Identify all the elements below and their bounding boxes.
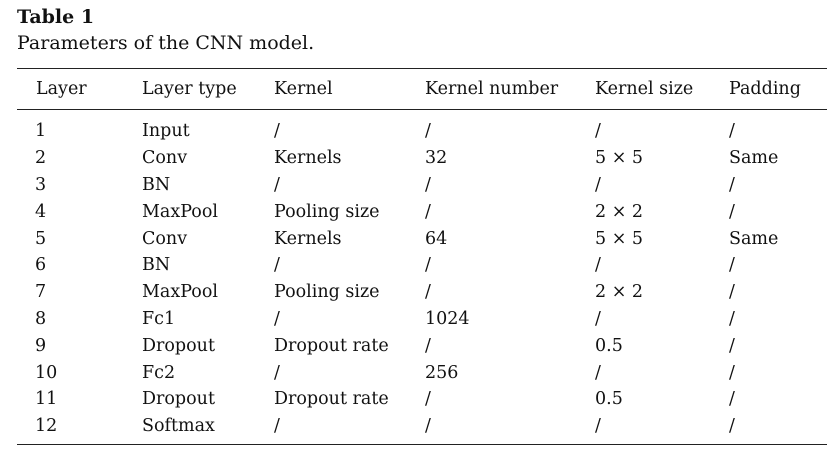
header-row <box>17 69 827 110</box>
cell-kernel-size: / <box>595 255 601 276</box>
table-label: Table 1 <box>17 6 95 28</box>
cell-kernel: / <box>274 308 280 329</box>
cell-kernel-size: 0.5 <box>595 335 623 356</box>
cell-kernel-number: / <box>425 416 431 437</box>
cell-kernel: / <box>274 416 280 437</box>
cell-layer: 10 <box>35 362 58 383</box>
header-padding: Padding <box>729 79 801 99</box>
cell-kernel: Kernels <box>274 148 342 169</box>
cell-layer: 7 <box>35 282 47 303</box>
header-kernel: Kernel <box>274 79 333 99</box>
cell-kernel-size: / <box>595 308 601 329</box>
cell-padding: Same <box>729 148 779 169</box>
table-title: Parameters of the CNN model. <box>17 32 315 54</box>
cell-kernel: Dropout rate <box>274 389 389 410</box>
cell-kernel-number: 256 <box>425 362 459 383</box>
cell-padding: / <box>729 389 735 410</box>
cell-kernel: Kernels <box>274 228 342 249</box>
cell-layer-type: Conv <box>142 148 188 169</box>
cell-kernel-size: 5 × 5 <box>595 148 644 169</box>
cell-padding: / <box>729 201 735 222</box>
cell-kernel-number: 32 <box>425 148 448 169</box>
header-layer: Layer <box>36 79 87 99</box>
cell-layer-type: BN <box>142 174 171 195</box>
cell-layer-type: Input <box>142 121 190 142</box>
cell-padding: / <box>729 416 735 437</box>
cell-layer-type: MaxPool <box>142 282 218 303</box>
cell-padding: / <box>729 174 735 195</box>
cell-padding: / <box>729 121 735 142</box>
table-row <box>17 306 827 333</box>
cell-layer: 6 <box>35 255 47 276</box>
table-row <box>17 386 827 413</box>
cell-kernel-number: / <box>425 282 431 303</box>
cell-layer: 12 <box>35 416 58 437</box>
cell-kernel-size: 5 × 5 <box>595 228 644 249</box>
table-row <box>17 110 827 145</box>
table-row <box>17 359 827 386</box>
cell-kernel-size: / <box>595 121 601 142</box>
cell-layer: 8 <box>35 308 47 329</box>
cell-padding: / <box>729 308 735 329</box>
cell-kernel-number: 1024 <box>425 308 470 329</box>
table-row <box>17 145 827 172</box>
cell-kernel-size: / <box>595 174 601 195</box>
table-row <box>17 279 827 306</box>
header-layer-type: Layer type <box>142 79 237 99</box>
cell-padding: / <box>729 282 735 303</box>
cell-layer-type: Dropout <box>142 335 215 356</box>
cell-kernel-number: / <box>425 174 431 195</box>
cell-layer: 4 <box>35 201 47 222</box>
cnn-parameters-table <box>17 68 827 445</box>
cell-kernel: / <box>274 255 280 276</box>
table-row <box>17 225 827 252</box>
cell-layer: 9 <box>35 335 47 356</box>
cell-kernel-number: / <box>425 121 431 142</box>
cell-layer: 1 <box>35 121 47 142</box>
cell-layer-type: Dropout <box>142 389 215 410</box>
cell-kernel: Pooling size <box>274 282 380 303</box>
cell-kernel-size: / <box>595 362 601 383</box>
cell-layer: 11 <box>35 389 58 410</box>
cell-kernel-number: / <box>425 255 431 276</box>
cell-kernel: / <box>274 121 280 142</box>
cell-padding: Same <box>729 228 779 249</box>
cell-padding: / <box>729 255 735 276</box>
cell-kernel-number: / <box>425 335 431 356</box>
cell-padding: / <box>729 335 735 356</box>
cell-layer-type: Fc1 <box>142 308 176 329</box>
cell-layer: 2 <box>35 148 47 169</box>
table-body <box>17 110 827 445</box>
table-caption <box>17 5 314 55</box>
table-row <box>17 332 827 359</box>
cell-kernel-size: 2 × 2 <box>595 282 644 303</box>
cell-layer: 5 <box>35 228 47 249</box>
table-row <box>17 198 827 225</box>
cell-kernel-number: / <box>425 389 431 410</box>
cell-layer-type: Conv <box>142 228 188 249</box>
cell-layer-type: Fc2 <box>142 362 176 383</box>
cell-kernel-number: 64 <box>425 228 448 249</box>
cell-kernel-size: 2 × 2 <box>595 201 644 222</box>
cell-kernel: / <box>274 174 280 195</box>
cell-layer: 3 <box>35 174 47 195</box>
cell-layer-type: BN <box>142 255 171 276</box>
cell-kernel: / <box>274 362 280 383</box>
cell-padding: / <box>729 362 735 383</box>
cell-kernel-size: / <box>595 416 601 437</box>
cell-layer-type: MaxPool <box>142 201 218 222</box>
table-row <box>17 172 827 199</box>
cell-kernel-size: 0.5 <box>595 389 623 410</box>
table-header <box>17 69 827 110</box>
header-kernel-number: Kernel number <box>425 79 559 99</box>
table-row <box>17 252 827 279</box>
table-row <box>17 413 827 444</box>
cell-kernel-number: / <box>425 201 431 222</box>
header-kernel-size: Kernel size <box>595 79 694 99</box>
cell-kernel: Pooling size <box>274 201 380 222</box>
cell-layer-type: Softmax <box>142 416 215 437</box>
cell-kernel: Dropout rate <box>274 335 389 356</box>
